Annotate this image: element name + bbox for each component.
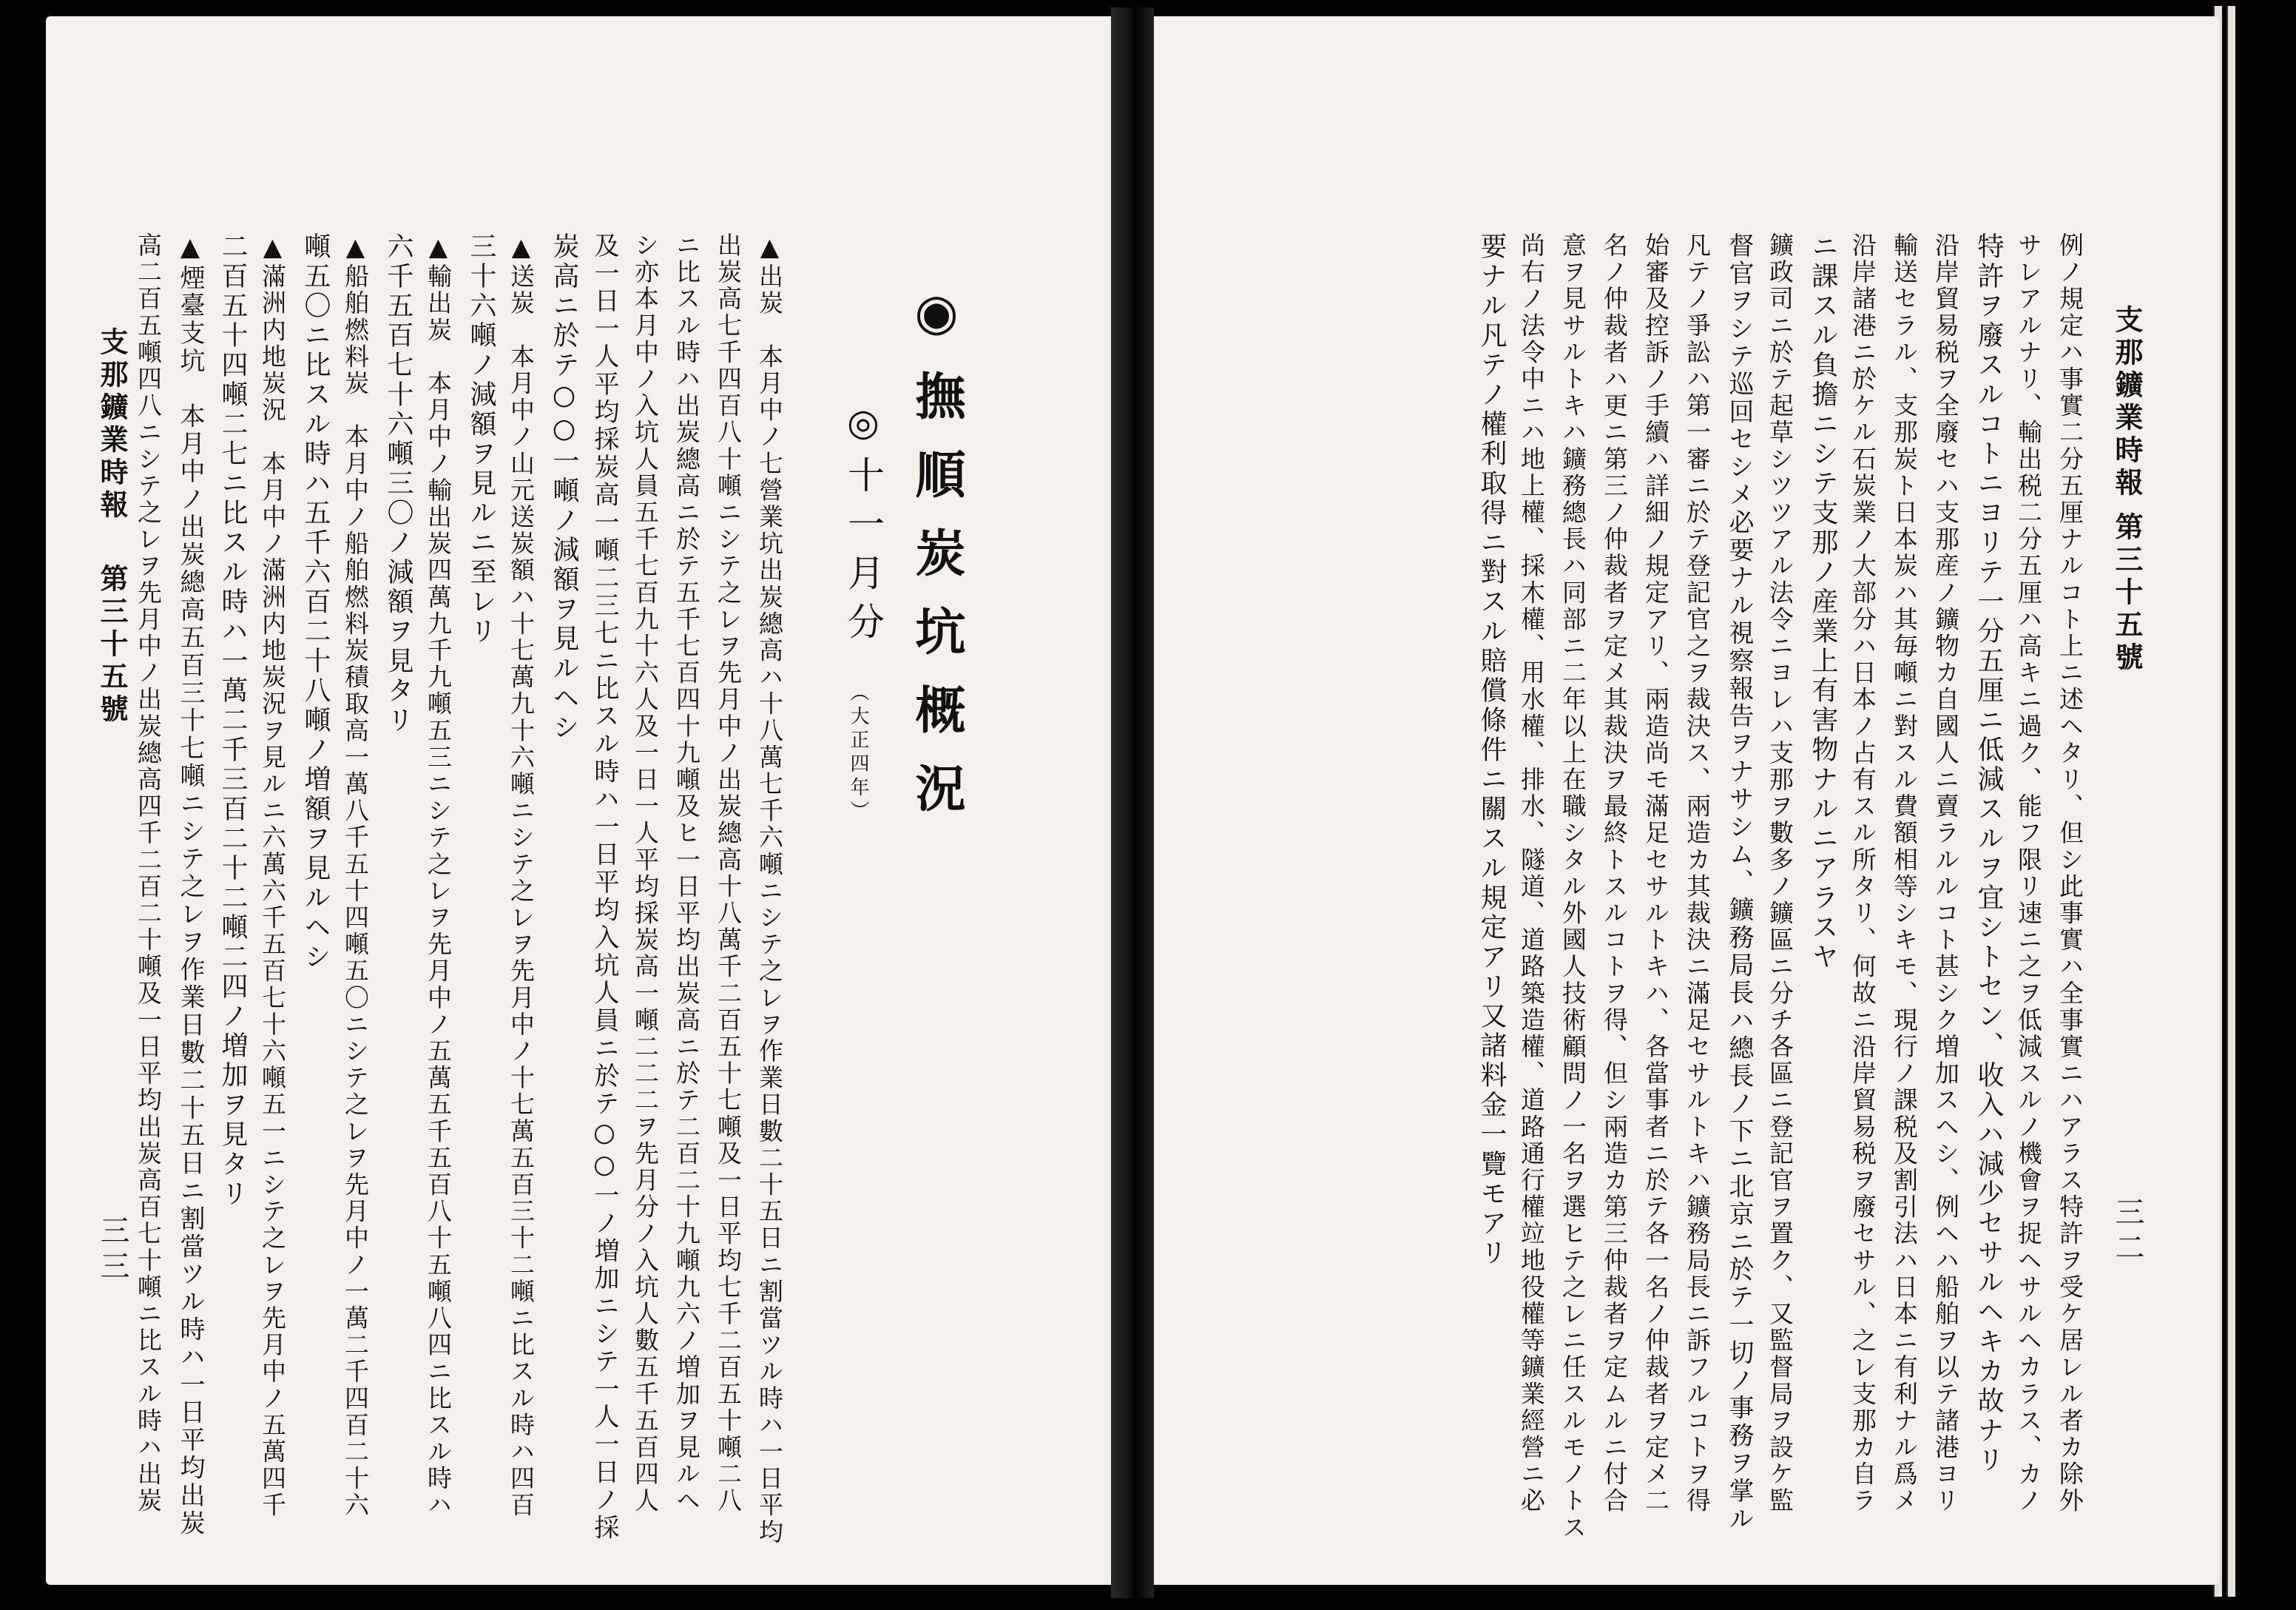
body-line: サレアルナリ、輸出税二分五厘ハ高キニ過ク、能フ限リ速ニ之ヲ低減スルノ機會ヲ捉ヘサルヘカラス、カノ [2014, 232, 2043, 1515]
body-line: 尚右ノ法令中ニハ地上權、採木權、用水權、排水、隧道、道路築造權、道路通行權竝地役權等鑛業經營ニ必 [1517, 232, 1546, 1515]
body-line: 沿岸貿易税ヲ全廢セハ支那産ノ鑛物カ自國人ニ賣ラルルコト甚シク増加スヘシ、例ヘハ船舶ヲ以テ諸港ヨリ [1931, 232, 1960, 1515]
book-gutter [1111, 7, 1154, 1598]
body-line: ニ課スル負擔ニシテ支那ノ産業上有害物ナルニアラスヤ [1808, 232, 1838, 972]
body-line: 六千五百七十六噸三〇ノ減額ヲ見タリ [383, 232, 413, 735]
body-line: 特許ヲ廢スルコトニヨリテ一分五厘ニ低減スルヲ宜シトセン、收入ハ減少セサルヘキカ故ナリ [1973, 232, 2004, 1475]
body-line: 輸送セラル、支那炭ト日本炭ハ其毎噸ニ對スル費額相等シキモ、現行ノ課税及割引法ハ日本ニ有利ナル爲メ [1890, 232, 1919, 1515]
body-line: 及一日一人平均採炭高一噸二三七ニ比スル時ハ一日平均入坑人員ニ於テ○○一ノ増加ニシテ一人一日ノ採 [590, 232, 619, 1542]
body-line: ▲煙臺支坑 本月中ノ出炭總高五百三十七噸ニシテ之レヲ作業日數二十五日ニ割當ツル時ハ一日平均出炭 [175, 232, 205, 1537]
header-title: 支那鑛業時報 [2110, 305, 2144, 500]
body-line: 二百五十四噸二七ニ比スル時ハ一萬二千三百二十二噸二四ノ増加ヲ見タリ [217, 232, 248, 1209]
body-line: 三十六噸ノ減額ヲ見ルニ至レリ [466, 232, 496, 647]
page-number: 三二 [2110, 1196, 2144, 1267]
body-line: ▲滿洲内地炭況 本月中ノ滿洲内地炭況ヲ見ルニ六萬六千五百七十六噸五一ニシテ之レヲ先月中ノ五萬四千 [258, 232, 287, 1519]
body-line: 噸五〇ニ比スル時ハ五千六百二十八噸ノ増額ヲ見ルヘシ [300, 232, 331, 972]
page-stack-edge [2226, 6, 2235, 1597]
body-line: ニ比スル時ハ出炭總高ニ於テ五千七百四十九噸及ヒ一日平均出炭高ニ於テ二百二十九噸九六ノ増加ヲ見ルヘ [672, 232, 701, 1515]
body-line: 出炭高七千四百八十噸ニシテ之レヲ先月中ノ出炭總高十八萬千二百五十七噸及一日平均七千二百五十噸二八 [714, 232, 743, 1515]
era-note: （大正四年） [847, 682, 869, 824]
body-line: 高二百五噸四八ニシテ之レヲ先月中ノ出炭總高四千二百二十噸及一日平均出炭高百七十噸ニ比スル時ハ出炭 [134, 232, 163, 1515]
body-line: 鑛政司ニ於テ起草シツツアル法令ニヨレハ支那ヲ數多ノ鑛區ニ分チ各區ニ登記官ヲ置ク、又監督局ヲ設ケ監 [1766, 232, 1794, 1515]
article-title: ◉撫順炭坑概況 [907, 283, 966, 841]
left-page [46, 16, 1111, 1585]
body-line: 名ノ仲裁者ハ更ニ第三ノ仲裁者ヲ定メ其裁決ヲ最終トスルコトヲ得、但シ兩造カ第三仲裁者ヲ定ムルニ付合 [1600, 232, 1629, 1515]
article-subtitle: ◎十一月分 [842, 401, 885, 651]
body-line: ▲輸出炭 本月中ノ輸出炭四萬九千九噸五三ニシテ之レヲ先月中ノ五萬五千五百八十五噸八四ニ比スル時ハ [424, 232, 453, 1519]
footer-title: 支那鑛業時報 [95, 327, 129, 522]
page-number: 三三 [95, 1215, 129, 1286]
body-line: 炭高ニ於テ○○一噸ノ減額ヲ見ルヘシ [549, 232, 579, 743]
body-line: 始審及控訴ノ手續ハ詳細ノ規定アリ、兩造尚モ滿足セサルトキハ、各當事者ニ於テ各一名ノ仲裁者ヲ定メ二 [1641, 232, 1670, 1515]
header-issue: 第三十五號 [2110, 512, 2144, 675]
right-page [1154, 16, 2219, 1585]
body-line: ▲送炭 本月中ノ山元送炭額ハ十七萬九十六噸ニシテ之レヲ先月中ノ十七萬五百三十二噸ニ比スル時ハ四百 [507, 232, 536, 1519]
body-line: 沿岸諸港ニ於ケル石炭業ノ大部分ハ日本ノ占有スル所タリ、何故ニ沿岸貿易税ヲ廢セサル、之レ支那カ自ラ [1848, 232, 1877, 1515]
body-line: 督官ヲシテ巡回セシメ必要ナル視察報告ヲナサシム、鑛務局長ハ總長ノ下ニ北京ニ於テ一切ノ事務ヲ掌ル [1724, 232, 1754, 1533]
footer-issue: 第三十五號 [95, 564, 129, 727]
body-line: ▲出炭 本月中ノ七營業坑出炭總高ハ十八萬七千六噸ニシテ之レヲ作業日數二十五日ニ割當ツル時ハ一日平均 [755, 232, 784, 1546]
body-line: ▲船舶燃料炭 本月中ノ船舶燃料炭積取高一萬八千五十四噸五〇ニシテ之レヲ先月中ノ一萬二千四百二十六 [341, 232, 370, 1519]
body-line: 例ノ規定ハ事實二分五厘ナルコト上ニ述ヘタリ、但シ此事實ハ全事實ニハアラス特許ヲ受ケ居レル者カ除外 [2056, 232, 2084, 1515]
body-line: 意ヲ見サルトキハ鑛務總長ハ同部ニ二年以上在職シタル外國人技術顧問ノ一名ヲ選ヒテ之レニ任スルモノトス [1559, 232, 1587, 1541]
body-line: シ亦本月中ノ入坑人員五千七百九十六人及一日一人平均採炭高一噸二二二ヲ先月分ノ入坑人數五千五百四人 [631, 232, 660, 1515]
body-line: 要ナル凡テノ權利取得ニ對スル賠償條件ニ關スル規定アリ又諸料金一覽モアリ [1476, 232, 1507, 1268]
body-line: 凡テノ爭訟ハ第一審ニ於テ登記官之ヲ裁決ス、兩造カ其裁決ニ滿足セサルトキハ鑛務局長ニ訴フルコトヲ得 [1683, 232, 1712, 1515]
